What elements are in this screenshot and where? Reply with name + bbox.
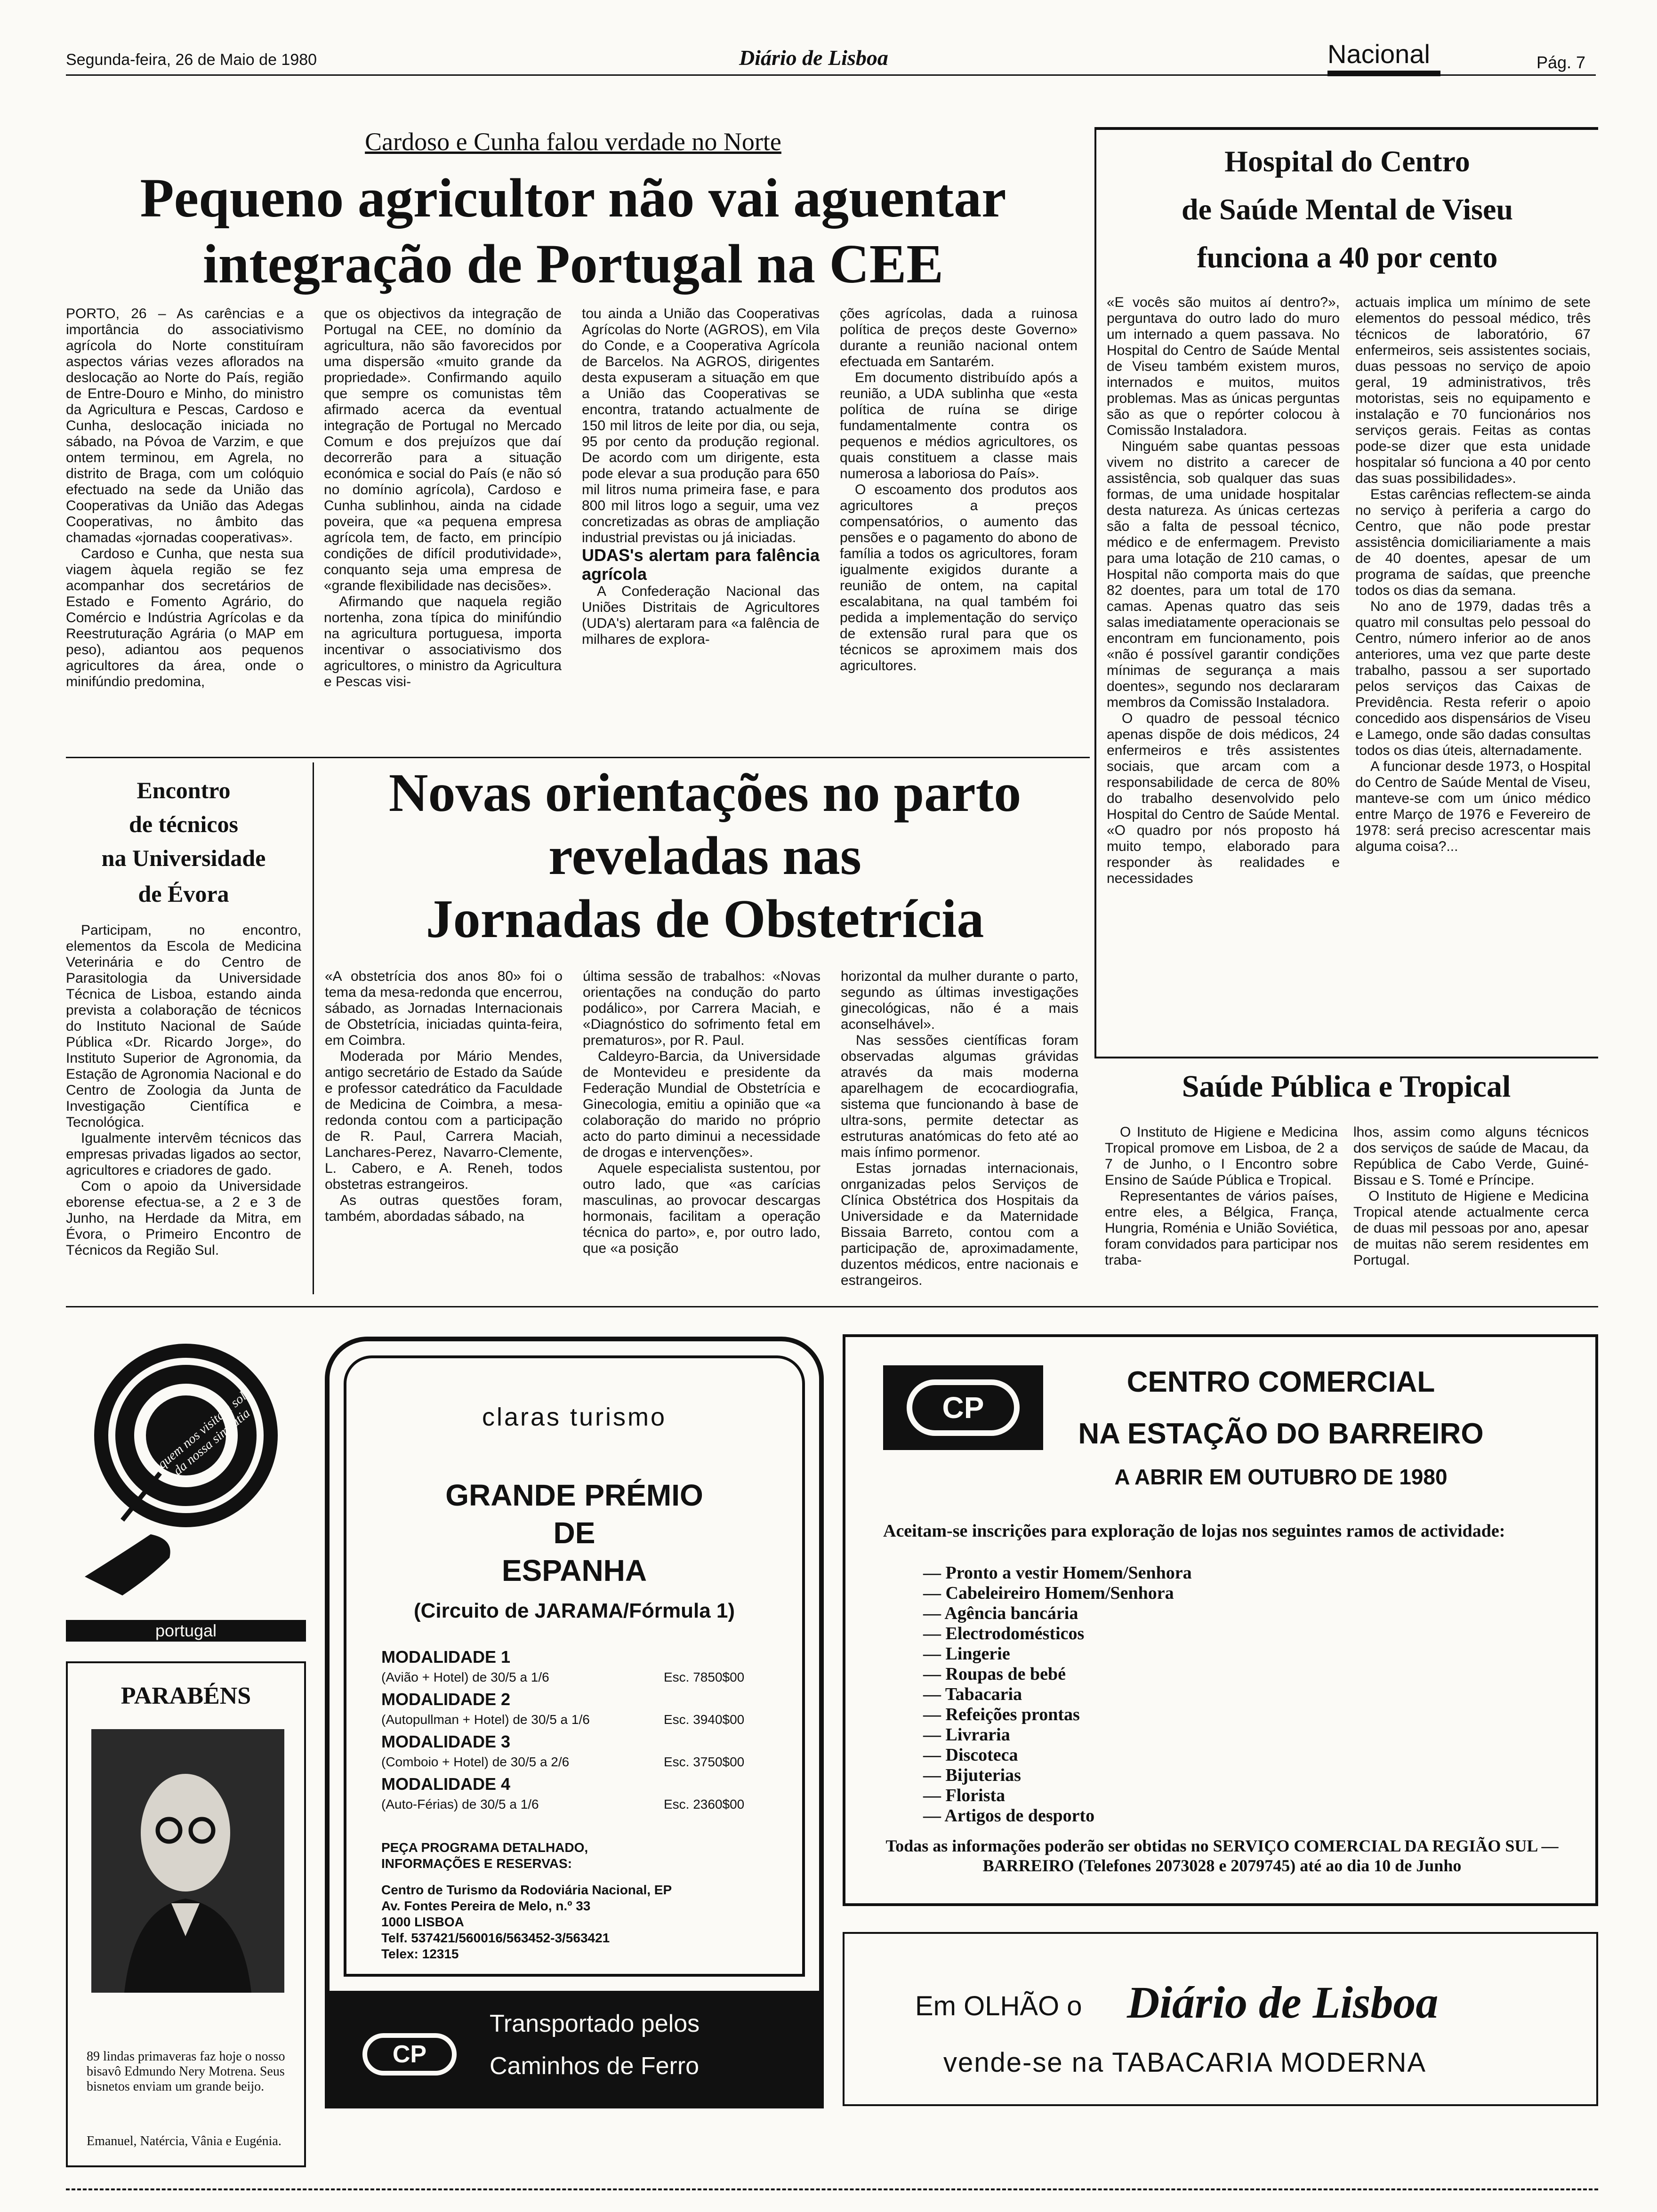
paragraph: Participam, no encontro, elementos da Escola de Medicina Veterinária e do Centro de Parasitologia da Universidade Técnica de Lisboa, estando ainda prevista a colaboração de técnicos do Instituto Nacional de Saúde Pública «Dr. Ricardo Jorge», do Instituto Superior de Agronomia, da Estação de Agronomia Nacional e do Centro de Zoologia da Junta de Investigação Científica e Tecnológica. xyxy=(66,922,301,1130)
option-1 xyxy=(381,1647,767,1690)
paragraph: Igualmente intervêm técnicos das empresas privadas ligados ao sector, agricultores e criadores de gado. xyxy=(66,1130,301,1178)
ad-olhao xyxy=(843,1932,1598,2106)
list-item: — Florista xyxy=(923,1786,1005,1805)
paragraph: Em documento distribuído após a reunião, a UDA sublinha que «esta política de ruína se dirige fundamentalmente contra os pequenos e médios agricultores, os quais constituem a classe mais numerosa a laboriosa do País». xyxy=(840,370,1078,481)
option-3 xyxy=(381,1732,767,1774)
olhao-paper-logo: Diário de Lisboa xyxy=(1127,1977,1439,2028)
paragraph: «E vocês são muitos aí dentro?», perguntava do outro lado do muro um internado a quem passava. No Hospital do Centro de Saúde Mental de Viseu também existem muros, internados e muitos, muitos problemas. Mas as únicas perguntas são as que o repórter colocou à Comissão Instaladora. xyxy=(1107,295,1340,438)
cp-footer-band xyxy=(330,1991,819,2104)
paragraph: Com o apoio da Universidade eborense efectua-se, a 2 e 3 de Junho, na Herdade da Mitra, em Évora, o Primeiro Encontro de Técnicos da Região Sul. xyxy=(66,1178,301,1258)
paragraph: «A obstetrícia dos anos 80» foi o tema da mesa-redonda que encerrou, sábado, as Jornadas Internacionais de Obstetrícia, iniciadas quinta-feira, em Coimbra. xyxy=(325,969,563,1048)
claras-brand: claras turismo xyxy=(482,1403,667,1431)
flower-slogan: quem nos visita a sol da nossa simpatia xyxy=(155,1389,253,1478)
hospital-column-1 xyxy=(1107,295,1340,887)
saude-headline: Saúde Pública e Tropical xyxy=(1182,1069,1511,1104)
paragraph: Estas carências reflectem-se ainda no serviço à periferia a cargo do Centro, que não pode prestar assistência domiciliariamente a mais de 40 doentes, apesar de um programa de saídas, que preenche todos os dias da semana. xyxy=(1355,487,1591,598)
paper-name: Diário de Lisboa xyxy=(739,46,888,70)
list-item: — Artigos de desporto xyxy=(923,1806,1095,1826)
evora-headline-line1: Encontro xyxy=(137,777,231,803)
option-detail: (Autopullman + Hotel) de 30/5 a 1/6 xyxy=(381,1712,590,1727)
option-name: MODALIDADE 4 xyxy=(381,1774,511,1794)
hospital-headline-line3: funciona a 40 por cento xyxy=(1197,240,1498,274)
paragraph: O Instituto de Higiene e Medicina Tropical atende actualmente cerca de duas mil pessoas por ano, apesar de muitas não serem residentes em Portugal. xyxy=(1353,1188,1589,1268)
cp-logo-block xyxy=(883,1365,1043,1450)
activity-list xyxy=(923,1563,1347,1826)
paragraph: Afirmando que naquela região nortenha, zona típica do minifúndio na agricultura portuguesa, importa incentivar o associativismo dos agricultores, o ministro da Agricultura e Pescas visi- xyxy=(324,594,562,689)
hospital-headline-line1: Hospital do Centro xyxy=(1224,144,1470,178)
option-name: MODALIDADE 1 xyxy=(381,1647,511,1667)
page-number: Pág. 7 xyxy=(1536,53,1586,72)
article-kicker: Cardoso e Cunha falou verdade no Norte xyxy=(365,128,781,156)
option-price: Esc. 7850$00 xyxy=(664,1670,745,1684)
ad-parabens xyxy=(66,1661,306,2167)
list-item: — Cabeleireiro Homem/Senhora xyxy=(923,1583,1174,1603)
barreiro-title-3: A ABRIR EM OUTUBRO DE 1980 xyxy=(1114,1465,1448,1489)
paragraph: Moderada por Mário Mendes, antigo secretário de Estado da Saúde e professor catedrático da Faculdade de Medicina de Coimbra, a mesa-redonda contou com a participação de R. Paul, Carrera Maciah, Lanchares-Perez, Navarro-Clemente, L. Cabero, e A. Reneh, todos obstetras estrangeiros. xyxy=(325,1049,563,1192)
paragraph: Nas sessões científicas foram observadas algumas grávidas através da mais moderna aparelhagem de ecocardiografia, sistema que funcionando à base de ultra-sons, permite detectar as estruturas anatómicas do feto até ao mais ínfimo pormenor. xyxy=(841,1033,1078,1160)
saude-column-2 xyxy=(1353,1124,1589,1268)
masthead xyxy=(0,0,1657,94)
barreiro-title-1: CENTRO COMERCIAL xyxy=(1126,1366,1435,1398)
parto-headline-line2: reveladas nas xyxy=(548,826,861,886)
paragraph: Representantes de vários países, entre eles, a Bélgica, França, Hungria, Roménia e União Soviética, foram convidados para participar nos traba- xyxy=(1105,1188,1338,1268)
paragraph: O quadro de pessoal técnico apenas dispõe de dois médicos, 24 enfermeiros e três assistentes sociais, que arcam com a responsabilidade de cerca de 80% do trabalho desenvolvido pelo Hospital do Centro de Saúde Mental. «O quadro por nós proposto há muito tempo, elaborado para responder às realidades e necessidades xyxy=(1107,711,1340,886)
issue-date: Segunda-feira, 26 de Maio de 1980 xyxy=(66,51,317,69)
ad-barreiro xyxy=(843,1334,1598,1906)
list-item: — Tabacaria xyxy=(923,1684,1022,1704)
parto-column-1 xyxy=(325,969,563,1225)
paragraph: Aquele especialista sustentou, por outro lado, que «as carícias masculinas, ao provocar descargas hormonais, facilitam a operação técnica do parto», e, por outro lado, que «a posição xyxy=(583,1161,820,1256)
paragraph: horizontal da mulher durante o parto, segundo as últimas investigações ginecológicas, não é a mais aconselhável». xyxy=(841,969,1078,1032)
address-line-5: Telex: 12315 xyxy=(381,1947,459,1961)
article-hospital xyxy=(1094,127,1598,1057)
column-rule xyxy=(313,762,314,1294)
parabens-signed: Emanuel, Natércia, Vânia e Eugénia. xyxy=(87,2134,282,2148)
bottom-rule xyxy=(66,2188,1598,2190)
paragraph: Estas jornadas internacionais, onrganizadas pelos Serviços de Clínica Obstétrica dos Hospitais da Universidade e da Maternidade Bissaia Barreto, contou com a participação de, aproximadamente, duzentos médicos, entre nacionais e estrangeiros. xyxy=(841,1161,1078,1288)
gp-title-3: ESPANHA xyxy=(501,1554,647,1587)
barreiro-footer: Todas as informações poderão ser obtidas no SERVIÇO COMERCIAL DA REGIÃO SUL — BARREIRO (Telefones 2073028 e 2079745) até ao dia 10 de Junho xyxy=(885,1836,1559,1875)
paragraph: As outras questões foram, também, abordadas sábado, na xyxy=(325,1193,563,1224)
option-4 xyxy=(381,1774,767,1817)
footer-line-2: Caminhos de Ferro xyxy=(490,2052,700,2080)
evora-headline-line4: de Évora xyxy=(138,881,229,907)
request-line-2: INFORMAÇÕES E RESERVAS: xyxy=(381,1856,572,1871)
portrait-icon xyxy=(91,1729,284,1993)
ad-portugal xyxy=(66,1332,306,1643)
saude-column-1 xyxy=(1105,1124,1338,1268)
option-price: Esc. 3940$00 xyxy=(664,1712,745,1727)
paragraph: PORTO, 26 – As carências e a importância do associativismo agrícola do Norte constituíram aspectos várias vezes aflorados na deslocação ao Norte do País, região de Entre-Douro e Minho, do ministro da Agricultura e Pescas, Cardoso e Cunha, deslocação iniciada no sábado, na Póvoa de Varzim, e que ontem terminou, em Agrela, no distrito de Braga, com um colóquio efectuado na sede da União das Cooperativas da União das Adegas Cooperativas, no âmbito das chamadas «jornadas cooperativas». xyxy=(66,306,304,545)
option-detail: (Avião + Hotel) de 30/5 a 1/6 xyxy=(381,1670,549,1684)
option-2 xyxy=(381,1690,767,1732)
hospital-headline-line2: de Saúde Mental de Viseu xyxy=(1181,192,1513,226)
barreiro-title-2: NA ESTAÇÃO DO BARREIRO xyxy=(1078,1418,1484,1450)
paragraph: que os objectivos da integração de Portugal na CEE, no domínio da agricultura, não são favorecidos por uma dispersão «muito grande da propriedade». Confirmando aquilo que sempre os comunistas têm afirmado acerca da eventual integração de Portugal no Mercado Comum e dos prejuízos que daí decorrerão para a situação económica e social do País (e não só no domínio agrícola), Cardoso e Cunha sublinhou, ainda na cidade poveira, que «a pequena empresa agrícola tem, de facto, em princípio condições de difícil produtividade», conquanto seja uma empresa de «grande flexibilidade nas decisões». xyxy=(324,306,562,593)
option-price: Esc. 2360$00 xyxy=(664,1797,745,1811)
list-item: — Discoteca xyxy=(923,1745,1018,1765)
evora-body xyxy=(66,922,301,1258)
article-column-4 xyxy=(840,306,1078,674)
paragraph: Ninguém sabe quantas pessoas vivem no distrito a carecer de assistência, sob qualquer das suas formas, de uma unidade hospitalar desta natureza. As únicas certezas são a falta de pessoal técnico, médico e de enfermagem. Previsto para uma lotação de 210 camas, o Hospital não comporta mais do que 82 doentes, para um total de 170 camas. Apenas quatro das seis salas imediatamente operacionais se encontram em funcionamento, pois «não é possível garantir condições mínimas de segurança a mais doentes», segundo nos declararam membros da Comissão Instaladora. xyxy=(1107,439,1340,710)
option-detail: (Comboio + Hotel) de 30/5 a 2/6 xyxy=(381,1755,570,1769)
barreiro-intro: Aceitam-se inscrições para exploração de lojas nos seguintes ramos de actividade: xyxy=(883,1521,1505,1541)
list-item: — Refeições prontas xyxy=(923,1705,1080,1724)
parto-headline-line3: Jornadas de Obstetrícia xyxy=(426,889,984,949)
cp-logo: CP xyxy=(907,1379,1020,1436)
address-line-2: Av. Fontes Pereira de Melo, n.º 33 xyxy=(381,1899,591,1913)
option-name: MODALIDADE 3 xyxy=(381,1732,511,1751)
paragraph: No ano de 1979, dadas três a quatro mil consultas pelo pessoal do Centro, número inferior ao de anos anteriores, uma vez que parte deste trabalho, passou a ser suportado pelos serviços das Caixas de Previdência. Resta referir o apoio concedido aos dispensários de Viseu e Lamego, onde são dadas consultas todos os dias úteis, alternadamente. xyxy=(1355,599,1591,758)
footer-line-1: Transportado pelos xyxy=(490,2010,700,2037)
evora-headline-line2: de técnicos xyxy=(129,811,238,837)
list-item: — Agência bancária xyxy=(923,1603,1078,1623)
paragraph: Caldeyro-Barcia, da Universidade de Montevideu e presidente da Federação Mundial de Obstetrícia e Ginecologia, emitiu a opinião que «a colaboração do marido no próprio acto do parto diminui a necessidade de drogas e intervenções». xyxy=(583,1049,820,1160)
ads-divider xyxy=(66,1306,1598,1307)
paragraph: última sessão de trabalhos: «Novas orientações na condução do parto podálico», por Carrera Maciah, e «Diagnóstico do sofrimento fetal em prematuros», por R. Paul. xyxy=(583,969,820,1048)
article-column-2 xyxy=(324,306,562,690)
paragraph: ções agrícolas, dada a ruinosa política de preços deste Governo» durante a reunião nacional ontem efectuada em Santarém. xyxy=(840,306,1078,369)
article-headline-line2: integração de Portugal na CEE xyxy=(202,233,944,295)
article-parto xyxy=(325,762,1085,1299)
hospital-column-2 xyxy=(1355,295,1591,855)
list-item: — Roupas de bebé xyxy=(923,1664,1066,1684)
list-item: — Electrodomésticos xyxy=(923,1624,1085,1643)
olhao-line-1a: Em OLHÃO o xyxy=(915,1991,1082,2021)
gp-title-1: GRANDE PRÉMIO xyxy=(445,1478,703,1512)
cp-logo: CP xyxy=(362,2033,457,2076)
parto-headline-line1: Novas orientações no parto xyxy=(388,763,1022,823)
section-name: Nacional xyxy=(1327,39,1430,69)
address-line-3: 1000 LISBOA xyxy=(381,1915,464,1929)
option-price: Esc. 3750$00 xyxy=(664,1755,745,1769)
gp-subtitle: (Circuito de JARAMA/Fórmula 1) xyxy=(413,1599,735,1622)
option-name: MODALIDADE 2 xyxy=(381,1690,511,1709)
list-item: — Bijuterias xyxy=(923,1765,1021,1785)
portrait-photo xyxy=(91,1729,284,1993)
article-headline-line1: Pequeno agricultor não vai aguentar xyxy=(140,167,1006,229)
request-line-1: PEÇA PROGRAMA DETALHADO, xyxy=(381,1840,588,1855)
paragraph: O Instituto de Higiene e Medicina Tropical promove em Lisboa, de 2 a 7 de Junho, o I Encontro sobre Ensino de Saúde Pública e Tropical. xyxy=(1105,1124,1338,1188)
article-column-3 xyxy=(582,306,820,648)
article-column-1 xyxy=(66,306,304,690)
parabens-caption: 89 lindas primaveras faz hoje o nosso bisavô Edmundo Nery Motrena. Seus bisnetos enviam um grande beijo. xyxy=(87,2049,285,2094)
paragraph: actuais implica um mínimo de sete elementos do pessoal médico, três técnicos de laboratório, 67 enfermeiros, seis assistentes sociais, duas pessoas no serviço de apoio geral, 19 administrativos, três motoristas, seis no equipamento e instalação e 70 funcionários nos serviços gerais. Feitas as contas pode-se dizer que esta unidade hospitalar só funciona a 40 por cento das suas possibilidades». xyxy=(1355,295,1591,486)
parto-column-3 xyxy=(841,969,1078,1289)
paragraph: O escoamento dos produtos aos agricultores a preços compensatórios, o aumento das pensões e o pagamento do abono de família a todos os agricultores, foram igualmente exigidos durante a reunião de ontem, na capital escalabitana, na qual também foi pedida a implementação do serviço de extensão rural para que os técnicos se aproximem mais dos agricultores. xyxy=(840,482,1078,673)
parabens-title: PARABÉNS xyxy=(121,1683,251,1709)
address-line-1: Centro de Turismo da Rodoviária Nacional, EP xyxy=(381,1883,672,1897)
paragraph: A Confederação Nacional das Uniões Distritais de Agricultores (UDA's) alertaram para «a falência de milhares de explora- xyxy=(582,584,820,647)
option-detail: (Auto-Férias) de 30/5 a 1/6 xyxy=(381,1797,539,1811)
portugal-brand: portugal xyxy=(66,1620,306,1642)
masthead-rule xyxy=(66,74,1596,76)
paragraph: tou ainda a União das Cooperativas Agrícolas do Norte (AGROS), em Vila do Conde, e a Cooperativa Agrícola de Barcelos. Na AGROS, dirigentes desta expuseram a situação em que a União das Cooperativas se encontra, tratando actualmente de 150 mil litros de leite por dia, ou seja, 95 por cento da produção regional. De acordo com um dirigente, esta pode elevar a sua produção para 650 mil litros numa primeira fase, e para 800 mil litros logo a seguir, uma vez concretizadas as obras de ampliação industrial previstas ou já iniciadas. xyxy=(582,306,820,545)
olhao-line-2: vende-se na TABACARIA MODERNA xyxy=(943,2047,1427,2078)
article-saude xyxy=(1094,1057,1598,1306)
paragraph: A funcionar desde 1973, o Hospital do Centro de Saúde Mental de Viseu, manteve-se com um único médico entre Março de 1976 e Fevereiro de 1978: será preciso acrescentar mais alguma coisa?... xyxy=(1355,759,1591,854)
evora-headline-line3: na Universidade xyxy=(101,845,266,871)
address-line-4: Telf. 537421/560016/563452-3/563421 xyxy=(381,1931,610,1945)
ad-claras-turismo xyxy=(325,1337,824,2108)
article-evora xyxy=(66,772,301,1308)
section-divider xyxy=(66,757,1090,758)
article-agricultor xyxy=(66,127,1080,753)
gp-title-2: DE xyxy=(553,1516,595,1550)
subheading: UDAS's alertam para falência agrícola xyxy=(582,545,820,584)
paragraph: Cardoso e Cunha, que nesta sua viagem àquela região se fez acompanhar dos secretários de Estado e Fomento Agrário, do Comércio e Indústria Agrícolas e da Reestruturação Agrária (o MAP em peso), adiantou aos pequenos agricultores da área, onde o minifúndio predomina, xyxy=(66,546,304,689)
paragraph: lhos, assim como alguns técnicos dos serviços de saúde de Macau, da República de Cabo Verde, Guiné-Bissau e S. Tomé e Príncipe. xyxy=(1353,1124,1589,1188)
list-item: — Lingerie xyxy=(923,1644,1010,1664)
parto-column-2 xyxy=(583,969,820,1257)
list-item: — Pronto a vestir Homem/Senhora xyxy=(923,1563,1192,1583)
list-item: — Livraria xyxy=(923,1725,1010,1745)
